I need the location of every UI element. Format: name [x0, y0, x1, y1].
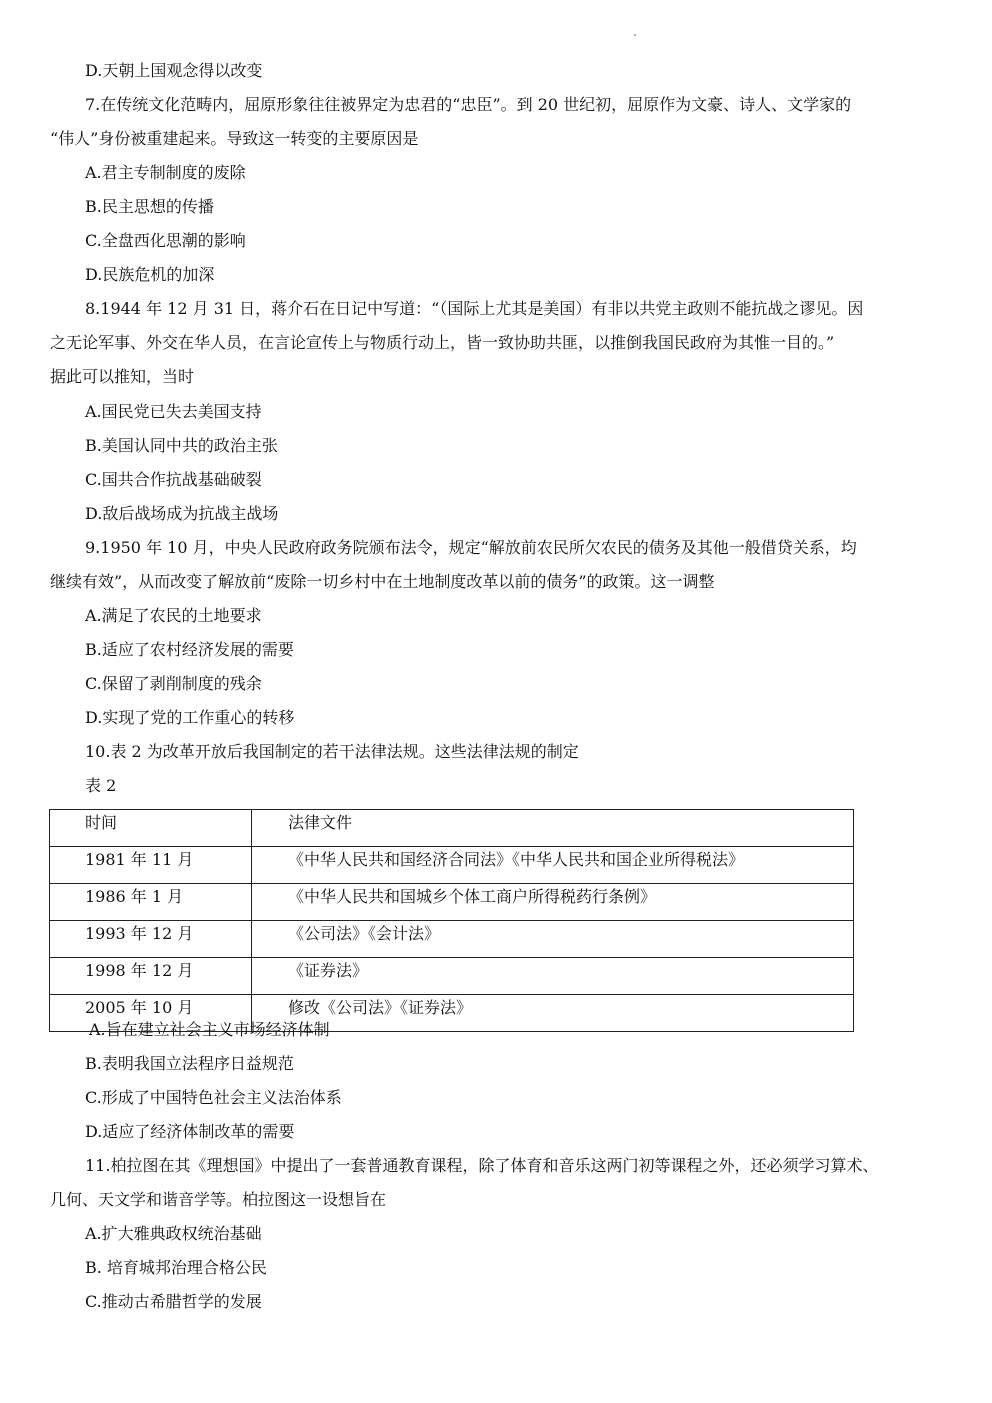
q10-option-d: D.适应了经济体制改革的需要	[85, 1122, 295, 1141]
q8-option-d: D.敌后战场成为抗战主战场	[85, 504, 279, 523]
row-laws: 《中华人民共和国城乡个体工商户所得税药行条例》	[252, 884, 854, 921]
row-laws: 《公司法》《会计法》	[252, 921, 854, 958]
law-table	[49, 809, 854, 1032]
q8-option-c: C.国共合作抗战基础破裂	[85, 470, 262, 489]
q7-option-c: C.全盘西化思潮的影响	[85, 231, 246, 250]
q10-option-b: B.表明我国立法程序日益规范	[85, 1054, 294, 1073]
row-date: 1986 年 1 月	[50, 884, 252, 921]
q11-stem-line-2: 几何、天文学和谐音学等。柏拉图这一设想旨在	[50, 1190, 387, 1209]
q9-option-c: C.保留了剥削制度的残余	[85, 674, 262, 693]
row-date: 2005 年 10 月	[50, 995, 252, 1032]
q9-stem-line-2: 继续有效”，从而改变了解放前“废除一切乡村中在土地制度改革以前的债务”的政策。这一调整	[50, 572, 715, 591]
table-row	[50, 884, 854, 921]
q9-stem-line-1: 9.1950 年 10 月，中央人民政府政务院颁布法令，规定“解放前农民所欠农民的债务及其他一般借贷关系，均	[85, 538, 857, 557]
q8-option-b: B.美国认同中共的政治主张	[85, 436, 278, 455]
q11-stem-line-1: 11.柏拉图在其《理想国》中提出了一套普通教育课程，除了体育和音乐这两门初等课程之外，还必须学习算术、	[85, 1156, 879, 1175]
q9-option-a: A.满足了农民的土地要求	[85, 606, 262, 625]
q9-option-b: B.适应了农村经济发展的需要	[85, 640, 294, 659]
q11-option-c: C.推动古希腊哲学的发展	[85, 1292, 262, 1311]
q7-stem-line-1: 7.在传统文化范畴内，屈原形象往往被界定为忠君的“忠臣”。到 20 世纪初，屈原作为文豪、诗人、文学家的	[85, 95, 852, 114]
q7-stem-line-2: “伟人”身份被重建起来。导致这一转变的主要原因是	[50, 129, 419, 148]
row-laws: 《证券法》	[252, 958, 854, 995]
q11-option-a: A.扩大雅典政权统治基础	[85, 1224, 262, 1243]
row-date: 1981 年 11 月	[50, 847, 252, 884]
table-header-row	[50, 810, 854, 847]
q7-option-d: D.民族危机的加深	[85, 265, 215, 284]
table-row	[50, 921, 854, 958]
row-laws: 《中华人民共和国经济合同法》《中华人民共和国企业所得税法》	[252, 847, 854, 884]
q6-option-d: D.天朝上国观念得以改变	[85, 61, 263, 80]
q8-stem-line-3: 据此可以推知，当时	[50, 367, 195, 386]
row-date: 1993 年 12 月	[50, 921, 252, 958]
row-laws: 修改《公司法》《证券法》	[252, 995, 854, 1032]
table-row	[50, 847, 854, 884]
header-law-document: 法律文件	[252, 810, 854, 847]
table-row	[50, 958, 854, 995]
header-time: 时间	[50, 810, 252, 847]
q8-option-a: A.国民党已失去美国支持	[85, 402, 262, 421]
q9-option-d: D.实现了党的工作重心的转移	[85, 708, 295, 727]
row-date: 1998 年 12 月	[50, 958, 252, 995]
q7-option-b: B.民主思想的传播	[85, 197, 214, 216]
q8-stem-line-2: 之无论军事、外交在华人员，在言论宣传上与物质行动上，皆一致协助共匪，以推倒我国民政府为其惟一目的。”	[50, 333, 835, 352]
q11-option-b: B. 培育城邦治理合格公民	[85, 1258, 267, 1277]
q10-option-a: A.旨在建立社会主义市场经济体制	[89, 1020, 330, 1039]
q10-stem: 10.表 2 为改革开放后我国制定的若干法律法规。这些法律法规的制定	[85, 742, 579, 761]
q8-stem-line-1: 8.1944 年 12 月 31 日，蒋介石在日记中写道：“（国际上尤其是美国）有非以共党主政则不能抗战之谬见。因	[85, 299, 864, 318]
q7-option-a: A.君主专制制度的废除	[85, 163, 246, 182]
scan-speck	[634, 34, 636, 36]
table-caption: 表 2	[85, 776, 117, 795]
q10-option-c: C.形成了中国特色社会主义法治体系	[85, 1088, 342, 1107]
